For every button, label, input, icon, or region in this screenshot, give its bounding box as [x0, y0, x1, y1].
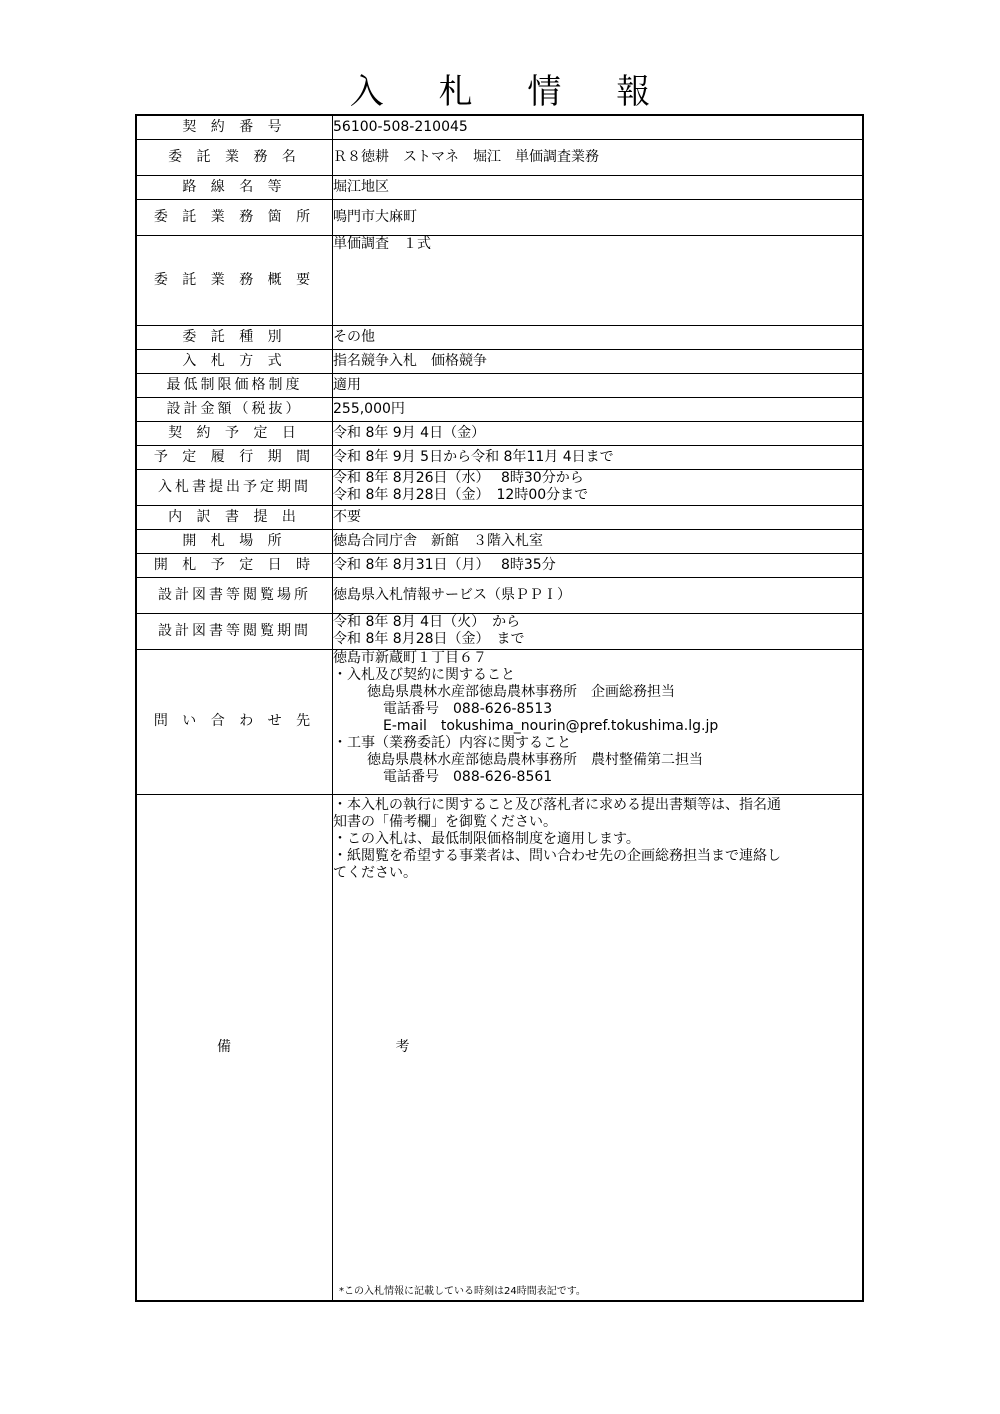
row-opening-datetime: [136, 553, 863, 577]
remarks-line-5: てください。: [333, 864, 417, 881]
row-contract-type: [136, 325, 863, 349]
label-bid-method: 入 札 方 式: [136, 349, 333, 373]
value-bid-method: 指名競争入札 価格競争: [333, 349, 864, 373]
label-doc-viewing-period: 設計図書等閲覧期間: [136, 613, 333, 649]
page-title: 入 札 情 報: [349, 72, 673, 112]
value-work-location: 鳴門市大麻町: [333, 199, 864, 235]
label-work-name: 委 託 業 務 名: [136, 139, 333, 175]
label-bid-submission-period: 入札書提出予定期間: [136, 469, 333, 505]
row-doc-viewing-period: [136, 613, 863, 649]
row-breakdown: [136, 505, 863, 529]
contact-bid-office: 徳島県農林水産部徳島農林事務所 企画総務担当: [367, 683, 675, 700]
remarks-line-2: 知書の「備考欄」を御覧ください。: [333, 813, 557, 830]
row-min-price-system: [136, 373, 863, 397]
row-remarks: [136, 794, 863, 1301]
row-work-summary: [136, 235, 863, 325]
value-route-name: 堀江地区: [333, 175, 864, 199]
row-work-location: [136, 199, 863, 235]
value-doc-viewing-period: [333, 613, 864, 649]
value-work-name: Ｒ８徳耕 ストマネ 堀江 単価調査業務: [333, 139, 864, 175]
label-opening-place: 開 札 場 所: [136, 529, 333, 553]
value-performance-period: 令和 8年 9月 5日から令和 8年11月 4日まで: [333, 445, 864, 469]
remarks-footnote: *この入札情報に記載している時刻は24時間表記です。: [339, 1285, 586, 1297]
remarks-line-4: ・紙閲覧を希望する事業者は、問い合わせ先の企画総務担当まで連絡し: [333, 847, 781, 864]
value-design-amount: 255,000円: [333, 397, 864, 421]
contact-work-heading: ・工事（業務委託）内容に関すること: [333, 734, 571, 751]
label-doc-viewing-place: 設計図書等閲覧場所: [136, 577, 333, 613]
label-work-location: 委 託 業 務 箇 所: [136, 199, 333, 235]
value-opening-place: 徳島合同庁舎 新館 ３階入札室: [333, 529, 864, 553]
bid-submission-end: 令和 8年 8月28日（金） 12時00分まで: [333, 487, 589, 503]
row-design-amount: [136, 397, 863, 421]
label-route-name: 路 線 名 等: [136, 175, 333, 199]
label-contract-no: 契 約 番 号: [136, 115, 333, 139]
remarks-line-3: ・この入札は、最低制限価格制度を適用します。: [333, 830, 640, 847]
row-bid-method: [136, 349, 863, 373]
label-breakdown: 内 訳 書 提 出: [136, 505, 333, 529]
value-breakdown: 不要: [333, 505, 864, 529]
label-contract-type: 委 託 種 別: [136, 325, 333, 349]
value-doc-viewing-place: 徳島県入札情報サービス（県ＰＰＩ）: [333, 577, 864, 613]
contact-bid-heading: ・入札及び契約に関すること: [333, 666, 515, 683]
label-contact: 問 い 合 わ せ 先: [136, 649, 333, 794]
contact-work-phone: 電話番号 088-626-8561: [383, 768, 553, 785]
label-contract-date: 契 約 予 定 日: [136, 421, 333, 445]
row-performance-period: [136, 445, 863, 469]
label-remarks: 備 考: [136, 794, 333, 1301]
value-bid-submission-period: [333, 469, 864, 505]
row-bid-submission-period: [136, 469, 863, 505]
doc-viewing-start: 令和 8年 8月 4日（火） から: [333, 614, 521, 630]
contact-work-office: 徳島県農林水産部徳島農林事務所 農村整備第二担当: [367, 751, 703, 768]
row-work-name: [136, 139, 863, 175]
value-opening-datetime: 令和 8年 8月31日（月） 8時35分: [333, 553, 864, 577]
value-min-price-system: 適用: [333, 373, 864, 397]
label-design-amount: 設計金額（税抜）: [136, 397, 333, 421]
bid-info-table: [135, 114, 864, 1302]
row-contract-date: [136, 421, 863, 445]
row-contract-no: [136, 115, 863, 139]
row-contact: [136, 649, 863, 794]
contact-bid-phone: 電話番号 088-626-8513: [383, 700, 553, 717]
value-contact: [333, 649, 864, 794]
row-doc-viewing-place: [136, 577, 863, 613]
value-remarks: [333, 794, 864, 1301]
label-opening-datetime: 開 札 予 定 日 時: [136, 553, 333, 577]
bid-submission-start: 令和 8年 8月26日（水） 8時30分から: [333, 470, 584, 486]
label-work-summary: 委 託 業 務 概 要: [136, 235, 333, 325]
value-contract-type: その他: [333, 325, 864, 349]
contact-bid-email: E-mail tokushima_nourin@pref.tokushima.lg.jp: [383, 717, 719, 734]
label-performance-period: 予 定 履 行 期 間: [136, 445, 333, 469]
row-route-name: [136, 175, 863, 199]
doc-viewing-end: 令和 8年 8月28日（金） まで: [333, 631, 525, 647]
value-contract-no: 56100-508-210045: [333, 115, 864, 139]
label-min-price-system: 最低制限価格制度: [136, 373, 333, 397]
value-contract-date: 令和 8年 9月 4日（金）: [333, 421, 864, 445]
contact-address: 徳島市新蔵町１丁目６７: [333, 649, 487, 666]
remarks-line-1: ・本入札の執行に関すること及び落札者に求める提出書類等は、指名通: [333, 796, 781, 813]
row-opening-place: [136, 529, 863, 553]
value-work-summary: 単価調査 １式: [333, 235, 864, 325]
